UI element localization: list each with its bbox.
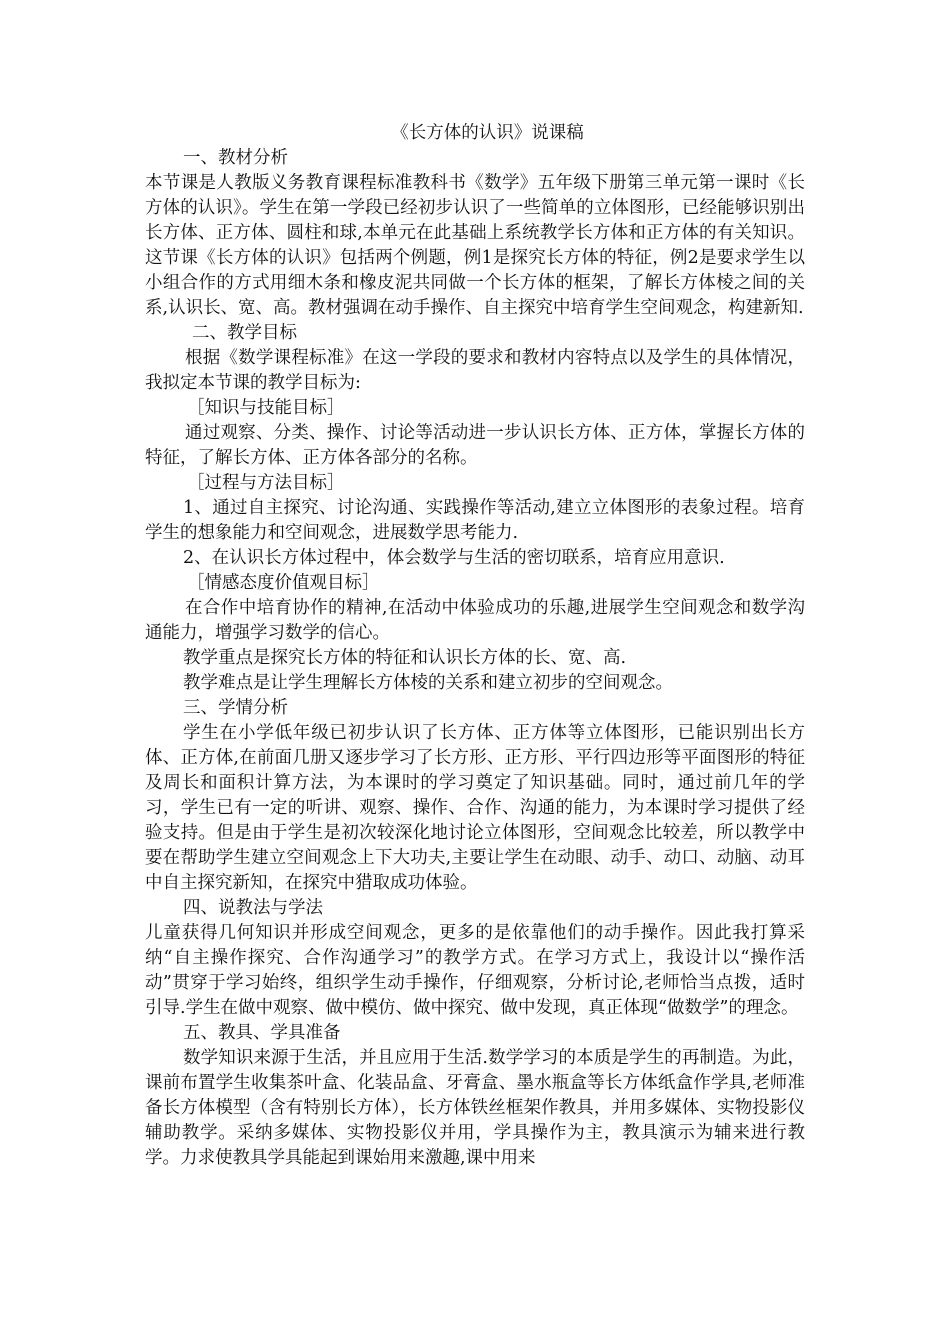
paragraph-key-point: 教学重点是探究长方体的特征和认识长方体的长、宽、高.	[183, 648, 627, 668]
paragraph-process-goal-2: 2、在认识长方体过程中，体会数学与生活的密切联系，培育应用意识.	[183, 548, 725, 568]
section-heading-tools: 五、教具、学具准备	[183, 1023, 341, 1043]
subheading-knowledge-goals: ［知识与技能目标］	[187, 398, 345, 418]
document-body	[145, 121, 805, 1171]
subheading-process-goals: ［过程与方法目标］	[187, 473, 345, 493]
paragraph-knowledge-goals: 通过观察、分类、操作、讨论等活动进一步认识长方体、正方体，掌握长方体的特征，了解长方体、正方体各部分的名称。	[145, 423, 805, 468]
paragraph-emotion-goals: 在合作中培育协作的精神,在活动中体验成功的乐趣,进展学生空间观念和数学沟通能力，增强学习数学的信心。	[145, 598, 805, 643]
subheading-emotion-goals: ［情感态度价值观目标］	[187, 573, 380, 593]
paragraph-materials: 本节课是人教版义务教育课程标准教科书《数学》五年级下册第三单元第一课时《长方体的认识》。学生在第一学段已经初步认识了一些简单的立体图形，已经能够识别出长方体、正方体、圆柱和球,本单元在此基础上系统教学长方体和正方体的有关知识。这节课《长方体的认识》包括两个例题，例1是探究长方体的特征，例2是要求学生以小组合作的方式用细木条和橡皮泥共同做一个长方体的框架，了解长方体棱之间的关系,认识长、宽、高。教材强调在动手操作、自主探究中培育学生空间观念，构建新知.	[145, 173, 805, 318]
paragraph-process-goal-1: 1、通过自主探究、讨论沟通、实践操作等活动,建立立体图形的表象过程。培育学生的想象能力和空间观念，进展数学思考能力.	[145, 498, 805, 543]
document-title: 《长方体的认识》说课稿	[391, 123, 584, 143]
section-heading-students: 三、学情分析	[183, 698, 288, 718]
paragraph-difficulty: 教学难点是让学生理解长方体棱的关系和建立初步的空间观念。	[183, 673, 673, 693]
paragraph-tools: 数学知识来源于生活，并且应用于生活.数学学习的本质是学生的再制造。为此，课前布置学生收集茶叶盒、化装品盒、牙膏盒、墨水瓶盒等长方体纸盒作学具,老师准备长方体模型（含有特别长方体），长方体铁丝框架作教具，并用多媒体、实物投影仪辅助教学。采纳多媒体、实物投影仪并用，学具操作为主，教具演示为辅来进行教学。力求使教具学具能起到课始用来激趣,课中用来	[145, 1048, 805, 1168]
section-heading-methods: 四、说教法与学法	[183, 898, 323, 918]
section-heading-materials: 一、教材分析	[183, 148, 288, 168]
paragraph-goals-intro: 根据《数学课程标准》在这一学段的要求和教材内容特点以及学生的具体情况，我拟定本节课的教学目标为:	[145, 348, 805, 393]
paragraph-students: 学生在小学低年级已初步认识了长方体、正方体等立体图形，已能识别出长方体、正方体,在前面几册又逐步学习了长方形、正方形、平行四边形等平面图形的特征及周长和面积计算方法，为本课时的学习奠定了知识基础。同时，通过前几年的学习，学生已有一定的听讲、观察、操作、合作、沟通的能力，为本课时学习提供了经验支持。但是由于学生是初次较深化地讨论立体图形，空间观念比较差，所以教学中要在帮助学生建立空间观念上下大功夫,主要让学生在动眼、动手、动口、动脑、动耳中自主探究新知，在探究中猎取成功体验。	[145, 723, 805, 893]
paragraph-methods: 儿童获得几何知识并形成空间观念，更多的是依靠他们的动手操作。因此我打算采纳“自主操作探究、合作沟通学习”的教学方式。在学习方式上，我设计以“操作活动”贯穿于学习始终，组织学生动手操作，仔细观察，分析讨论,老师恰当点拨，适时引导.学生在做中观察、做中模仿、做中探究、做中发现，真正体现“做数学”的理念。	[145, 923, 805, 1018]
section-heading-goals: 二、教学目标	[192, 323, 297, 343]
